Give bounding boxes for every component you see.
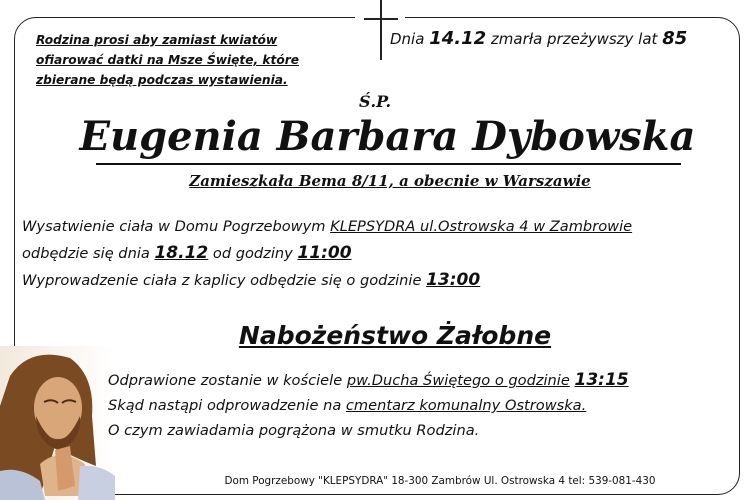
death-middle: zmarła przeżywszy lat — [490, 30, 658, 48]
death-prefix: Dnia — [390, 30, 425, 48]
request-line-3: zbierane będą podczas wystawienia. — [36, 73, 288, 87]
death-date: 14.12 — [429, 28, 487, 49]
viewing-date: 18.12 — [154, 243, 209, 263]
church-line-2 — [108, 393, 629, 418]
church-prefix: Odprawione zostanie w kościele — [108, 372, 343, 389]
name-underline — [96, 163, 681, 165]
cemetery-place: cmentarz komunalny Ostrowska. — [345, 397, 587, 414]
funeral-home-footer: Dom Pogrzebowy "KLEPSYDRA" 18-300 Zambrów Ul. Ostrowska 4 tel: 539-081-430 — [224, 475, 656, 487]
departure-prefix: Wyprowadzenie ciała z kaplicy odbędzie się o godzinie — [22, 272, 422, 289]
viewing-time: 11:00 — [297, 243, 352, 263]
viewing-time-prefix: od godziny — [212, 245, 293, 262]
death-info — [390, 28, 687, 49]
sp-abbrev: Ś.P. — [358, 92, 392, 111]
viewing-place: KLEPSYDRA ul.Ostrowska 4 w Zambrowie — [330, 218, 633, 235]
church-info — [108, 368, 629, 443]
flowers-request — [36, 30, 326, 90]
request-line-1: Rodzina prosi aby zamiast kwiatów — [36, 33, 278, 47]
deceased-name: Eugenia Barbara Dybowska — [79, 113, 696, 160]
cemetery-prefix: Skąd nastąpi odprowadzenie na — [108, 397, 342, 414]
cross-icon-bar — [364, 18, 398, 20]
address — [0, 172, 750, 190]
viewing-date-prefix: odbędzie się dnia — [22, 245, 150, 262]
cross-icon — [380, 0, 382, 60]
request-line-2: ofiarować datki na Msze Święte, które — [36, 53, 299, 67]
viewing-prefix: Wysatwienie ciała w Domu Pogrzebowym — [22, 218, 326, 235]
viewing-info — [22, 213, 632, 294]
viewing-line-1 — [22, 213, 632, 240]
address-text: Zamieszkała Bema 8/11, a obecnie w Warszawie — [189, 172, 591, 190]
church-time: 13:15 — [574, 370, 629, 390]
death-age: 85 — [662, 28, 688, 49]
church-line-1 — [108, 368, 629, 393]
departure-time: 13:00 — [426, 270, 481, 290]
church-place: pw.Ducha Świętego o godzinie — [346, 372, 570, 389]
church-line-3: O czym zawiadamia pogrążona w smutku Rodzina. — [108, 422, 480, 439]
service-title-text: Nabożeństwo Żałobne — [238, 321, 552, 350]
viewing-line-2 — [22, 240, 632, 267]
viewing-line-3 — [22, 267, 632, 294]
